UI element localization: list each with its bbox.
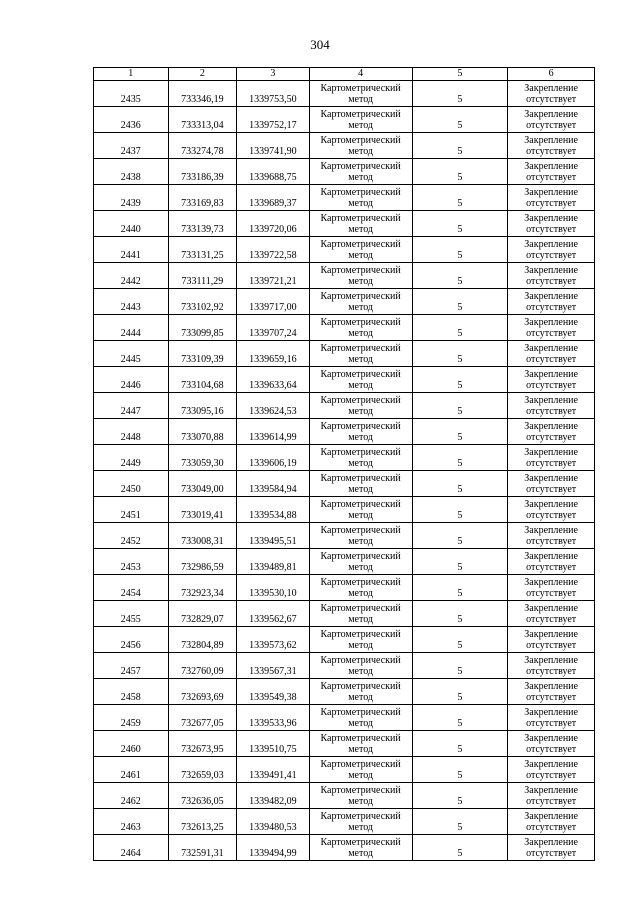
table-row [94, 757, 595, 783]
x-coordinate-cell: 732591,31 [168, 835, 237, 861]
point-number-cell: 2447 [94, 393, 169, 419]
x-coordinate-cell: 733139,73 [168, 211, 237, 237]
fixing-description-cell: Закрепление отсутствует [508, 419, 595, 445]
accuracy-cell: 5 [412, 185, 508, 211]
table-row [94, 341, 595, 367]
accuracy-cell: 5 [412, 731, 508, 757]
x-coordinate-cell: 732659,03 [168, 757, 237, 783]
method-cell: Картометрический метод [309, 731, 412, 757]
accuracy-cell: 5 [412, 757, 508, 783]
x-coordinate-cell: 733059,30 [168, 445, 237, 471]
fixing-description-cell: Закрепление отсутствует [508, 445, 595, 471]
method-cell: Картометрический метод [309, 133, 412, 159]
fixing-description-cell: Закрепление отсутствует [508, 341, 595, 367]
fixing-description-cell: Закрепление отсутствует [508, 497, 595, 523]
coordinates-table [93, 67, 595, 861]
x-coordinate-cell: 733131,25 [168, 237, 237, 263]
x-coordinate-cell: 733019,41 [168, 497, 237, 523]
y-coordinate-cell: 1339534,88 [237, 497, 310, 523]
accuracy-cell: 5 [412, 237, 508, 263]
point-number-cell: 2462 [94, 783, 169, 809]
fixing-description-cell: Закрепление отсутствует [508, 653, 595, 679]
table-row [94, 185, 595, 211]
table-row [94, 315, 595, 341]
fixing-description-cell: Закрепление отсутствует [508, 263, 595, 289]
table-row [94, 523, 595, 549]
fixing-description-cell: Закрепление отсутствует [508, 237, 595, 263]
x-coordinate-cell: 732986,59 [168, 549, 237, 575]
x-coordinate-cell: 732760,09 [168, 653, 237, 679]
accuracy-cell: 5 [412, 783, 508, 809]
table-row [94, 133, 595, 159]
table-row [94, 445, 595, 471]
fixing-description-cell: Закрепление отсутствует [508, 289, 595, 315]
x-coordinate-cell: 732677,05 [168, 705, 237, 731]
point-number-cell: 2442 [94, 263, 169, 289]
x-coordinate-cell: 732804,89 [168, 627, 237, 653]
point-number-cell: 2443 [94, 289, 169, 315]
fixing-description-cell: Закрепление отсутствует [508, 367, 595, 393]
accuracy-cell: 5 [412, 809, 508, 835]
fixing-description-cell: Закрепление отсутствует [508, 627, 595, 653]
y-coordinate-cell: 1339624,53 [237, 393, 310, 419]
method-cell: Картометрический метод [309, 601, 412, 627]
point-number-cell: 2458 [94, 679, 169, 705]
table-row [94, 289, 595, 315]
fixing-description-cell: Закрепление отсутствует [508, 549, 595, 575]
table-row [94, 471, 595, 497]
table-row [94, 705, 595, 731]
accuracy-cell: 5 [412, 523, 508, 549]
table-row [94, 419, 595, 445]
y-coordinate-cell: 1339480,53 [237, 809, 310, 835]
method-cell: Картометрический метод [309, 315, 412, 341]
table-row [94, 211, 595, 237]
column-header: 5 [412, 68, 508, 81]
table-row [94, 653, 595, 679]
table-row [94, 81, 595, 107]
method-cell: Картометрический метод [309, 419, 412, 445]
accuracy-cell: 5 [412, 419, 508, 445]
table-row [94, 783, 595, 809]
method-cell: Картометрический метод [309, 653, 412, 679]
y-coordinate-cell: 1339717,00 [237, 289, 310, 315]
table-row [94, 367, 595, 393]
accuracy-cell: 5 [412, 601, 508, 627]
table-row [94, 237, 595, 263]
point-number-cell: 2464 [94, 835, 169, 861]
table-row [94, 627, 595, 653]
fixing-description-cell: Закрепление отсутствует [508, 679, 595, 705]
point-number-cell: 2454 [94, 575, 169, 601]
table-row [94, 159, 595, 185]
x-coordinate-cell: 733109,39 [168, 341, 237, 367]
method-cell: Картометрический метод [309, 367, 412, 393]
accuracy-cell: 5 [412, 393, 508, 419]
table-row [94, 731, 595, 757]
x-coordinate-cell: 733111,29 [168, 263, 237, 289]
x-coordinate-cell: 733102,92 [168, 289, 237, 315]
y-coordinate-cell: 1339722,58 [237, 237, 310, 263]
accuracy-cell: 5 [412, 289, 508, 315]
y-coordinate-cell: 1339489,81 [237, 549, 310, 575]
method-cell: Картометрический метод [309, 627, 412, 653]
point-number-cell: 2456 [94, 627, 169, 653]
method-cell: Картометрический метод [309, 783, 412, 809]
column-header: 3 [237, 68, 310, 81]
y-coordinate-cell: 1339567,31 [237, 653, 310, 679]
method-cell: Картометрический метод [309, 679, 412, 705]
y-coordinate-cell: 1339659,16 [237, 341, 310, 367]
y-coordinate-cell: 1339495,51 [237, 523, 310, 549]
accuracy-cell: 5 [412, 315, 508, 341]
point-number-cell: 2440 [94, 211, 169, 237]
accuracy-cell: 5 [412, 445, 508, 471]
method-cell: Картометрический метод [309, 705, 412, 731]
point-number-cell: 2455 [94, 601, 169, 627]
point-number-cell: 2451 [94, 497, 169, 523]
accuracy-cell: 5 [412, 653, 508, 679]
accuracy-cell: 5 [412, 679, 508, 705]
y-coordinate-cell: 1339688,75 [237, 159, 310, 185]
method-cell: Картометрический метод [309, 835, 412, 861]
table-row [94, 575, 595, 601]
point-number-cell: 2438 [94, 159, 169, 185]
x-coordinate-cell: 732923,34 [168, 575, 237, 601]
accuracy-cell: 5 [412, 705, 508, 731]
x-coordinate-cell: 732829,07 [168, 601, 237, 627]
method-cell: Картометрический метод [309, 523, 412, 549]
x-coordinate-cell: 733313,04 [168, 107, 237, 133]
y-coordinate-cell: 1339482,09 [237, 783, 310, 809]
x-coordinate-cell: 733049,00 [168, 471, 237, 497]
method-cell: Картометрический метод [309, 549, 412, 575]
y-coordinate-cell: 1339707,24 [237, 315, 310, 341]
y-coordinate-cell: 1339720,06 [237, 211, 310, 237]
x-coordinate-cell: 733104,68 [168, 367, 237, 393]
point-number-cell: 2450 [94, 471, 169, 497]
method-cell: Картометрический метод [309, 445, 412, 471]
x-coordinate-cell: 733095,16 [168, 393, 237, 419]
table-row [94, 393, 595, 419]
fixing-description-cell: Закрепление отсутствует [508, 81, 595, 107]
x-coordinate-cell: 733099,85 [168, 315, 237, 341]
point-number-cell: 2439 [94, 185, 169, 211]
column-header: 2 [168, 68, 237, 81]
page-number: 304 [310, 37, 330, 52]
point-number-cell: 2457 [94, 653, 169, 679]
fixing-description-cell: Закрепление отсутствует [508, 601, 595, 627]
accuracy-cell: 5 [412, 549, 508, 575]
table-row [94, 497, 595, 523]
fixing-description-cell: Закрепление отсутствует [508, 809, 595, 835]
point-number-cell: 2436 [94, 107, 169, 133]
method-cell: Картометрический метод [309, 289, 412, 315]
method-cell: Картометрический метод [309, 809, 412, 835]
fixing-description-cell: Закрепление отсутствует [508, 731, 595, 757]
fixing-description-cell: Закрепление отсутствует [508, 783, 595, 809]
method-cell: Картометрический метод [309, 497, 412, 523]
accuracy-cell: 5 [412, 81, 508, 107]
method-cell: Картометрический метод [309, 263, 412, 289]
x-coordinate-cell: 733186,39 [168, 159, 237, 185]
fixing-description-cell: Закрепление отсутствует [508, 107, 595, 133]
method-cell: Картометрический метод [309, 185, 412, 211]
accuracy-cell: 5 [412, 159, 508, 185]
y-coordinate-cell: 1339741,90 [237, 133, 310, 159]
point-number-cell: 2453 [94, 549, 169, 575]
point-number-cell: 2437 [94, 133, 169, 159]
x-coordinate-cell: 733008,31 [168, 523, 237, 549]
column-header: 1 [94, 68, 169, 81]
point-number-cell: 2435 [94, 81, 169, 107]
method-cell: Картометрический метод [309, 341, 412, 367]
accuracy-cell: 5 [412, 575, 508, 601]
point-number-cell: 2446 [94, 367, 169, 393]
method-cell: Картометрический метод [309, 575, 412, 601]
y-coordinate-cell: 1339633,64 [237, 367, 310, 393]
x-coordinate-cell: 732673,95 [168, 731, 237, 757]
fixing-description-cell: Закрепление отсутствует [508, 159, 595, 185]
x-coordinate-cell: 732636,05 [168, 783, 237, 809]
table-row [94, 835, 595, 861]
y-coordinate-cell: 1339584,94 [237, 471, 310, 497]
point-number-cell: 2449 [94, 445, 169, 471]
method-cell: Картометрический метод [309, 757, 412, 783]
accuracy-cell: 5 [412, 471, 508, 497]
accuracy-cell: 5 [412, 107, 508, 133]
accuracy-cell: 5 [412, 211, 508, 237]
point-number-cell: 2463 [94, 809, 169, 835]
method-cell: Картометрический метод [309, 393, 412, 419]
y-coordinate-cell: 1339562,67 [237, 601, 310, 627]
method-cell: Картометрический метод [309, 211, 412, 237]
y-coordinate-cell: 1339494,99 [237, 835, 310, 861]
y-coordinate-cell: 1339721,21 [237, 263, 310, 289]
x-coordinate-cell: 733070,88 [168, 419, 237, 445]
method-cell: Картометрический метод [309, 81, 412, 107]
method-cell: Картометрический метод [309, 471, 412, 497]
column-header: 6 [508, 68, 595, 81]
point-number-cell: 2448 [94, 419, 169, 445]
method-cell: Картометрический метод [309, 237, 412, 263]
fixing-description-cell: Закрепление отсутствует [508, 757, 595, 783]
y-coordinate-cell: 1339752,17 [237, 107, 310, 133]
y-coordinate-cell: 1339533,96 [237, 705, 310, 731]
y-coordinate-cell: 1339614,99 [237, 419, 310, 445]
y-coordinate-cell: 1339491,41 [237, 757, 310, 783]
y-coordinate-cell: 1339606,19 [237, 445, 310, 471]
point-number-cell: 2445 [94, 341, 169, 367]
accuracy-cell: 5 [412, 835, 508, 861]
x-coordinate-cell: 732693,69 [168, 679, 237, 705]
fixing-description-cell: Закрепление отсутствует [508, 133, 595, 159]
point-number-cell: 2459 [94, 705, 169, 731]
y-coordinate-cell: 1339510,75 [237, 731, 310, 757]
point-number-cell: 2460 [94, 731, 169, 757]
table-row [94, 263, 595, 289]
y-coordinate-cell: 1339573,62 [237, 627, 310, 653]
accuracy-cell: 5 [412, 627, 508, 653]
table-row [94, 549, 595, 575]
fixing-description-cell: Закрепление отсутствует [508, 211, 595, 237]
x-coordinate-cell: 733274,78 [168, 133, 237, 159]
x-coordinate-cell: 733169,83 [168, 185, 237, 211]
accuracy-cell: 5 [412, 367, 508, 393]
table-row [94, 809, 595, 835]
table-row [94, 107, 595, 133]
y-coordinate-cell: 1339753,50 [237, 81, 310, 107]
fixing-description-cell: Закрепление отсутствует [508, 835, 595, 861]
x-coordinate-cell: 733346,19 [168, 81, 237, 107]
fixing-description-cell: Закрепление отсутствует [508, 393, 595, 419]
point-number-cell: 2461 [94, 757, 169, 783]
accuracy-cell: 5 [412, 133, 508, 159]
x-coordinate-cell: 732613,25 [168, 809, 237, 835]
table-row [94, 601, 595, 627]
fixing-description-cell: Закрепление отсутствует [508, 471, 595, 497]
accuracy-cell: 5 [412, 263, 508, 289]
table-row [94, 679, 595, 705]
fixing-description-cell: Закрепление отсутствует [508, 575, 595, 601]
point-number-cell: 2444 [94, 315, 169, 341]
accuracy-cell: 5 [412, 497, 508, 523]
point-number-cell: 2441 [94, 237, 169, 263]
y-coordinate-cell: 1339549,38 [237, 679, 310, 705]
table-header-row [94, 68, 595, 81]
method-cell: Картометрический метод [309, 159, 412, 185]
fixing-description-cell: Закрепление отсутствует [508, 523, 595, 549]
fixing-description-cell: Закрепление отсутствует [508, 705, 595, 731]
method-cell: Картометрический метод [309, 107, 412, 133]
point-number-cell: 2452 [94, 523, 169, 549]
y-coordinate-cell: 1339530,10 [237, 575, 310, 601]
accuracy-cell: 5 [412, 341, 508, 367]
column-header: 4 [309, 68, 412, 81]
y-coordinate-cell: 1339689,37 [237, 185, 310, 211]
fixing-description-cell: Закрепление отсутствует [508, 315, 595, 341]
fixing-description-cell: Закрепление отсутствует [508, 185, 595, 211]
